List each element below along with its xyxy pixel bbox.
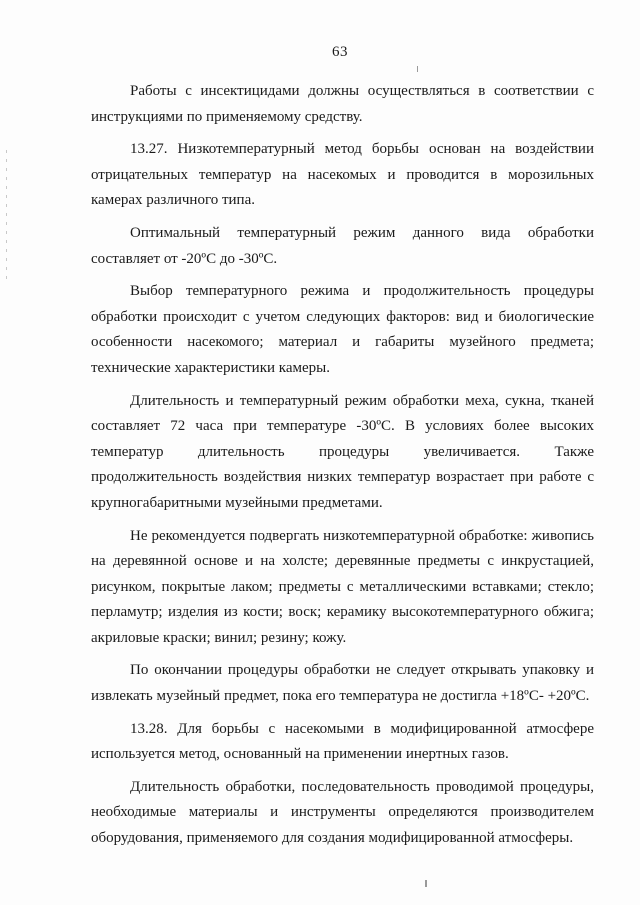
scan-speck-bottom: [425, 880, 427, 887]
paragraph-regime-selection: Выбор температурного режима и продолжительность процедуры обработки происходит с учетом следующих факторов: вид и биологические особенности насекомого; материал и габариты музейного предмета; технические характеристики камеры.: [91, 283, 594, 376]
paragraph-equipment: Длительность обработки, последовательность проводимой процедуры, необходимые материалы и инструменты определяются производителем оборудования, применяемого для создания модифицированной атмосферы.: [91, 778, 594, 847]
paragraph-13-28: 13.28. Для борьбы с насекомыми в модифицированной атмосфере используется метод, основанный на применении инертных газов.: [91, 720, 594, 763]
page-number: 63: [332, 44, 348, 60]
paragraph-after-procedure: По окончании процедуры обработки не следует открывать упаковку и извлекать музейный предмет, пока его температура не достигла +18ºС- +20ºС.: [91, 662, 594, 705]
scan-edge-mark: [6, 150, 7, 280]
paragraph-13-27: 13.27. Низкотемпературный метод борьбы основан на воздействии отрицательных температур на насекомых и проводится в морозильных камерах различного типа.: [91, 141, 594, 209]
paragraph-insecticides: Работы с инсектицидами должны осуществляться в соответствии с инструкциями по применяемому средству.: [91, 83, 594, 125]
paragraph-not-recommended: Не рекомендуется подвергать низкотемпературной обработке: живопись на деревянной основе и на холсте; деревянные предметы с инкрустацией, рисунком, покрытые лаком; предметы с металлическими вставками; стекло; перламутр; изделия из кости; воск; керамику высокотемпературного обжига; акриловые краски; винил; резину; кожу.: [91, 527, 594, 646]
body-text: [91, 79, 594, 852]
paragraph-optimal-temperature: Оптимальный температурный режим данного вида обработки составляет от -20ºС до -30ºС.: [91, 224, 594, 267]
scan-speck-top: [417, 66, 418, 72]
paragraph-duration: Длительность и температурный режим обработки меха, сукна, тканей составляет 72 часа при температуре -30ºС. В условиях более высоких температур длительность процедуры увеличивается. Также продолжительность воздействия низких температур возрастает при работе с крупногабаритными музейными предметами.: [91, 392, 594, 511]
